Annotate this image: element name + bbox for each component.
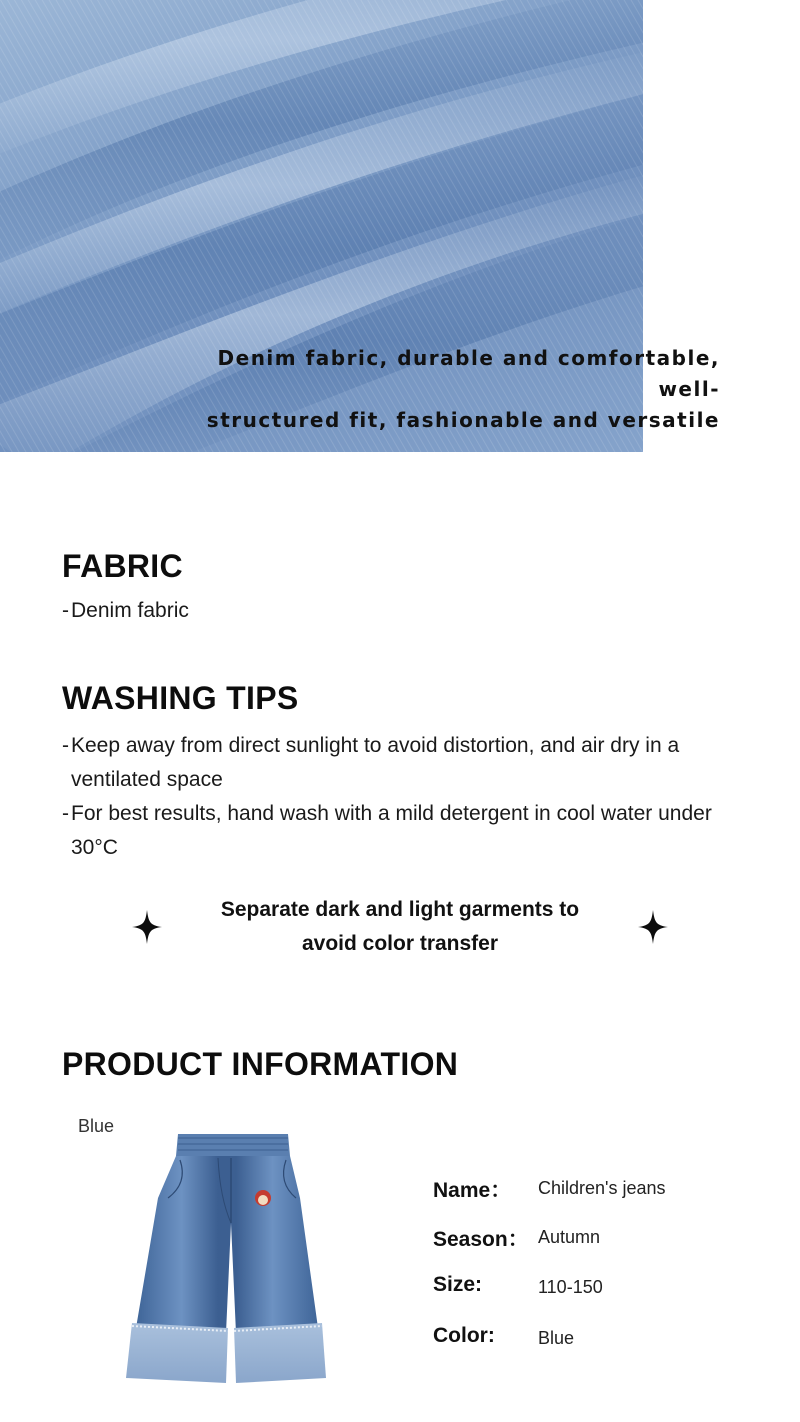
info-row-size [433, 1273, 763, 1303]
dash-bullet-icon: - [62, 734, 69, 757]
four-point-star-icon [132, 910, 162, 944]
info-label: Name： [433, 1179, 512, 1202]
fabric-title: FABRIC [62, 548, 183, 584]
hero-caption-line-1: Denim fabric, durable and comfortable, well- [217, 346, 720, 401]
note-line-1: Separate dark and light garments to [220, 898, 580, 921]
washing-tip-text: Keep away from direct sunlight to avoid distortion, and air dry in a ventilated space [71, 734, 680, 791]
color-transfer-note [180, 893, 620, 961]
note-line-2: avoid color transfer [301, 932, 499, 955]
fabric-item [62, 594, 722, 628]
washing-tip-text: For best results, hand wash with a mild detergent in cool water under 30°C [71, 802, 712, 859]
four-point-star-icon [638, 910, 668, 944]
swatch-label: Blue [78, 1116, 115, 1136]
washing-tip-item [62, 729, 722, 797]
info-label: Size: [433, 1273, 483, 1296]
washing-tip-item [62, 797, 722, 865]
info-row-season [433, 1223, 763, 1253]
dash-bullet-icon: - [62, 599, 69, 622]
hero-caption-line-2: structured fit, fashionable and versatile [206, 408, 720, 432]
info-label: Color: [433, 1324, 495, 1347]
info-value: Blue [538, 1328, 575, 1348]
info-label: Season： [433, 1228, 529, 1251]
product-info-title: PRODUCT INFORMATION [62, 1046, 459, 1082]
info-value: Autumn [538, 1227, 601, 1247]
info-value: 110-150 [538, 1277, 603, 1297]
info-value: Children's jeans [538, 1178, 666, 1198]
hero-caption [160, 343, 720, 436]
info-row-color [433, 1324, 763, 1354]
fabric-item-text: Denim fabric [71, 599, 189, 622]
jeans-product-image [118, 1128, 338, 1388]
info-row-name [433, 1174, 763, 1204]
dash-bullet-icon: - [62, 802, 69, 825]
washing-tips-title: WASHING TIPS [62, 680, 299, 716]
